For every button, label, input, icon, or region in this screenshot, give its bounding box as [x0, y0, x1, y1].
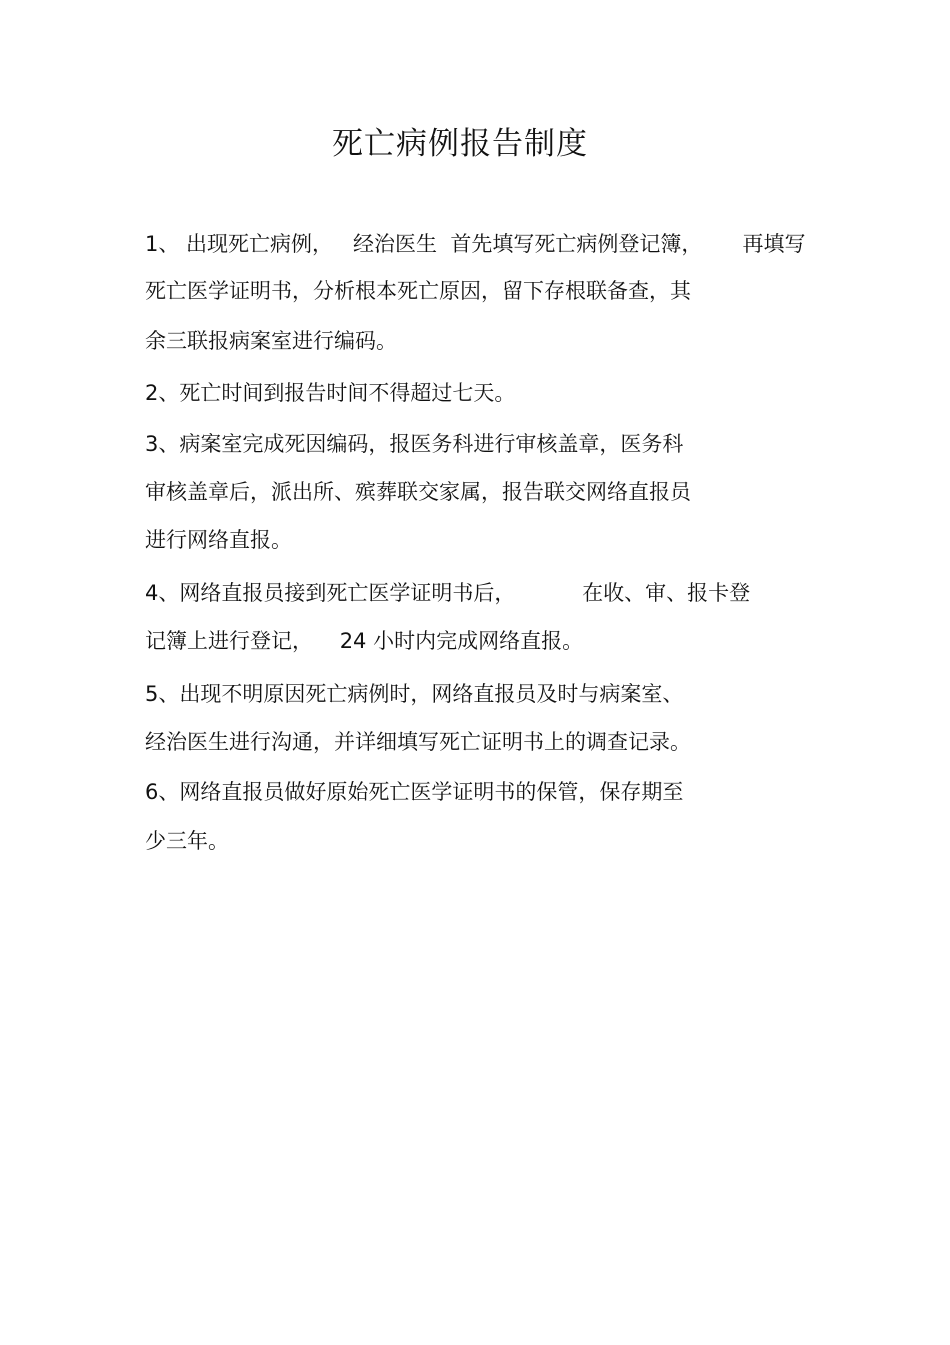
- document-title: 死亡病例报告制度: [332, 126, 588, 162]
- rule-4-line-2: 记簿上进行登记， 24 小时内完成网络直报。: [145, 629, 584, 653]
- rule-1-line-2: 死亡医学证明书，分析根本死亡原因，留下存根联备查，其: [145, 279, 691, 303]
- rule-6-line-1: 6、网络直报员做好原始死亡医学证明书的保管，保存期至: [145, 780, 684, 804]
- rule-5-line-2: 经治医生进行沟通，并详细填写死亡证明书上的调查记录。: [145, 730, 691, 754]
- rule-2-line-1: 2、死亡时间到报告时间不得超过七天。: [145, 381, 516, 405]
- rule-3-line-3: 进行网络直报。: [145, 528, 292, 552]
- rule-5-line-1: 5、出现不明原因死亡病例时，网络直报员及时与病案室、: [145, 682, 684, 706]
- rule-1-line-1: 1、 出现死亡病例， 经治医生 首先填写死亡病例登记簿， 再填写: [145, 232, 806, 256]
- rule-3-line-1: 3、病案室完成死因编码，报医务科进行审核盖章，医务科: [145, 432, 684, 456]
- rule-6-line-2: 少三年。: [145, 829, 229, 853]
- rule-1-line-3: 余三联报病案室进行编码。: [145, 329, 397, 353]
- rule-4-line-1: 4、网络直报员接到死亡医学证明书后， 在收、审、报卡登: [145, 581, 751, 605]
- rule-3-line-2: 审核盖章后，派出所、殡葬联交家属，报告联交网络直报员: [145, 480, 691, 504]
